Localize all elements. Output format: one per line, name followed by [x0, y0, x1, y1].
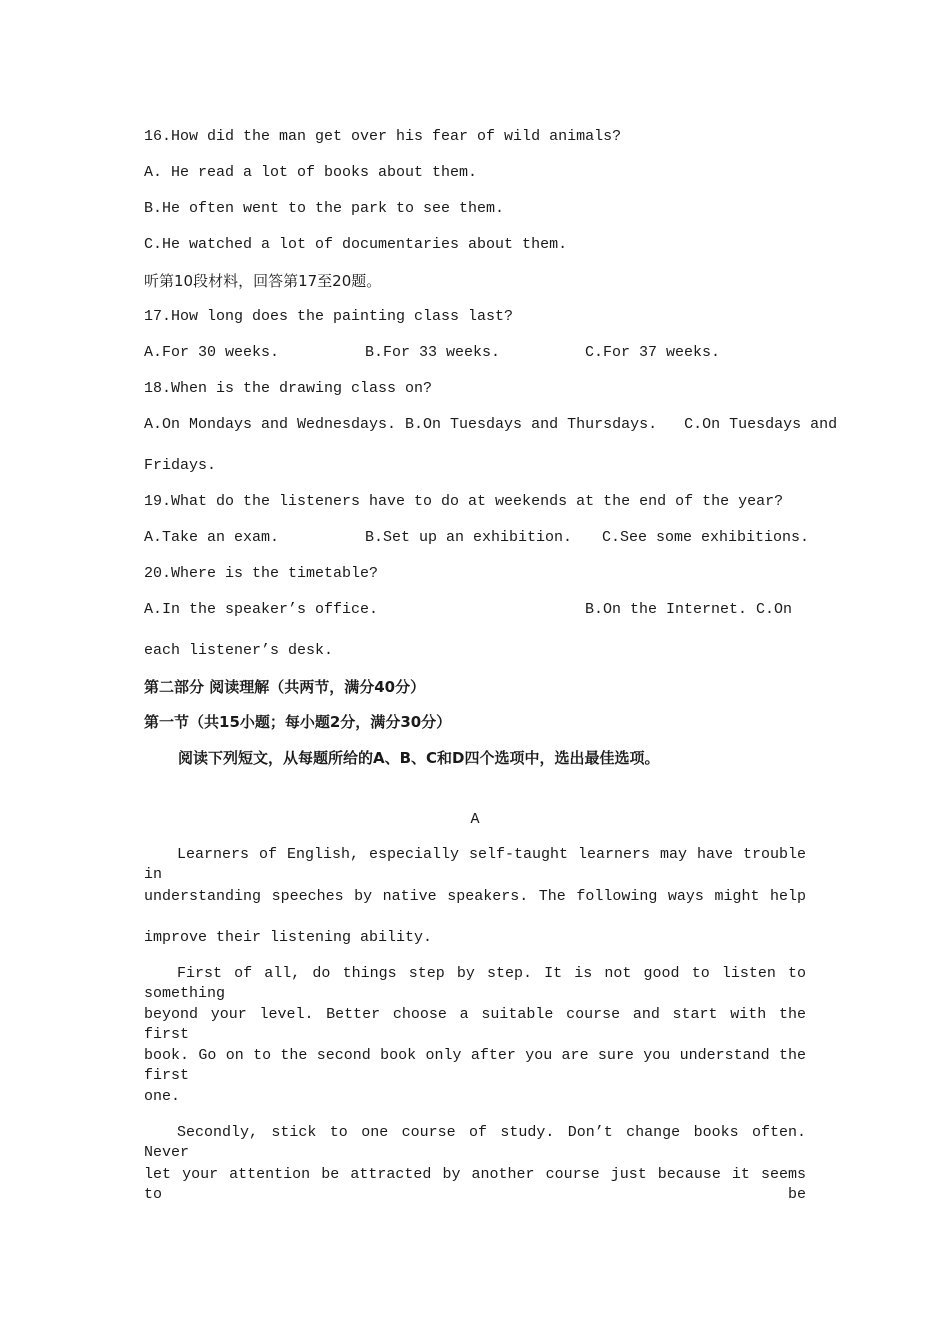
question-18-options-line-1: A.On Mondays and Wednesdays. B.On Tuesdays and Thursdays. C.On Tuesdays and: [144, 416, 838, 433]
paragraph-2-line-1: First of all, do things step by step. It is not good to listen to something: [144, 965, 806, 1002]
paragraph-2-line-4: one.: [144, 1088, 181, 1105]
paragraph-2-line-3: book. Go on to the second book only after you are sure you understand the first: [144, 1047, 806, 1084]
question-17-option-a: A.For 30 weeks.: [144, 344, 280, 361]
section-10-instruction: 听第10段材料，回答第17至20题。: [144, 272, 382, 290]
paragraph-1-line-1: Learners of English, especially self-taught learners may have trouble in: [144, 846, 806, 883]
question-19-option-a: A.Take an exam.: [144, 529, 280, 546]
question-20-option-a: A.In the speaker’s office.: [144, 601, 379, 618]
question-19-option-c: C.See some exhibitions.: [602, 529, 810, 546]
question-16-option-b: B.He often went to the park to see them.: [144, 200, 505, 217]
paragraph-2-line-2: beyond your level. Better choose a suitable course and start with the first: [144, 1006, 806, 1043]
question-17-option-b: B.For 33 weeks.: [365, 344, 501, 361]
question-20-options-line-2: each listener’s desk.: [144, 642, 334, 659]
question-17-option-c: C.For 37 weeks.: [585, 344, 721, 361]
question-16-text: 16.How did the man get over his fear of wild animals?: [144, 128, 622, 145]
question-17-text: 17.How long does the painting class last?: [144, 308, 514, 325]
question-20-option-bc: B.On the Internet. C.On: [585, 601, 793, 618]
reading-instruction: 阅读下列短文，从每题所给的A、B、C和D四个选项中，选出最佳选项。: [178, 749, 660, 767]
question-19-text: 19.What do the listeners have to do at weekends at the end of the year?: [144, 493, 784, 510]
question-16-option-c: C.He watched a lot of documentaries about them.: [144, 236, 568, 253]
part-2-title: 第二部分 阅读理解（共两节，满分40分）: [144, 678, 426, 696]
section-1-title: 第一节（共15小题；每小题2分，满分30分）: [144, 713, 452, 731]
question-20-text: 20.Where is the timetable?: [144, 565, 379, 582]
passage-label: A: [470, 811, 480, 828]
paragraph-1-line-3: improve their listening ability.: [144, 929, 433, 946]
question-18-text: 18.When is the drawing class on?: [144, 380, 433, 397]
question-16-option-a: A. He read a lot of books about them.: [144, 164, 478, 181]
paragraph-3-line-1: Secondly, stick to one course of study. Don’t change books often. Never: [144, 1124, 806, 1161]
paragraph-1-line-2: understanding speeches by native speakers. The following ways might help: [144, 888, 806, 905]
question-19-option-b: B.Set up an exhibition.: [365, 529, 573, 546]
paragraph-3-line-2: let your attention be attracted by another course just because it seems to be: [144, 1166, 806, 1203]
question-18-options-line-2: Fridays.: [144, 457, 217, 474]
